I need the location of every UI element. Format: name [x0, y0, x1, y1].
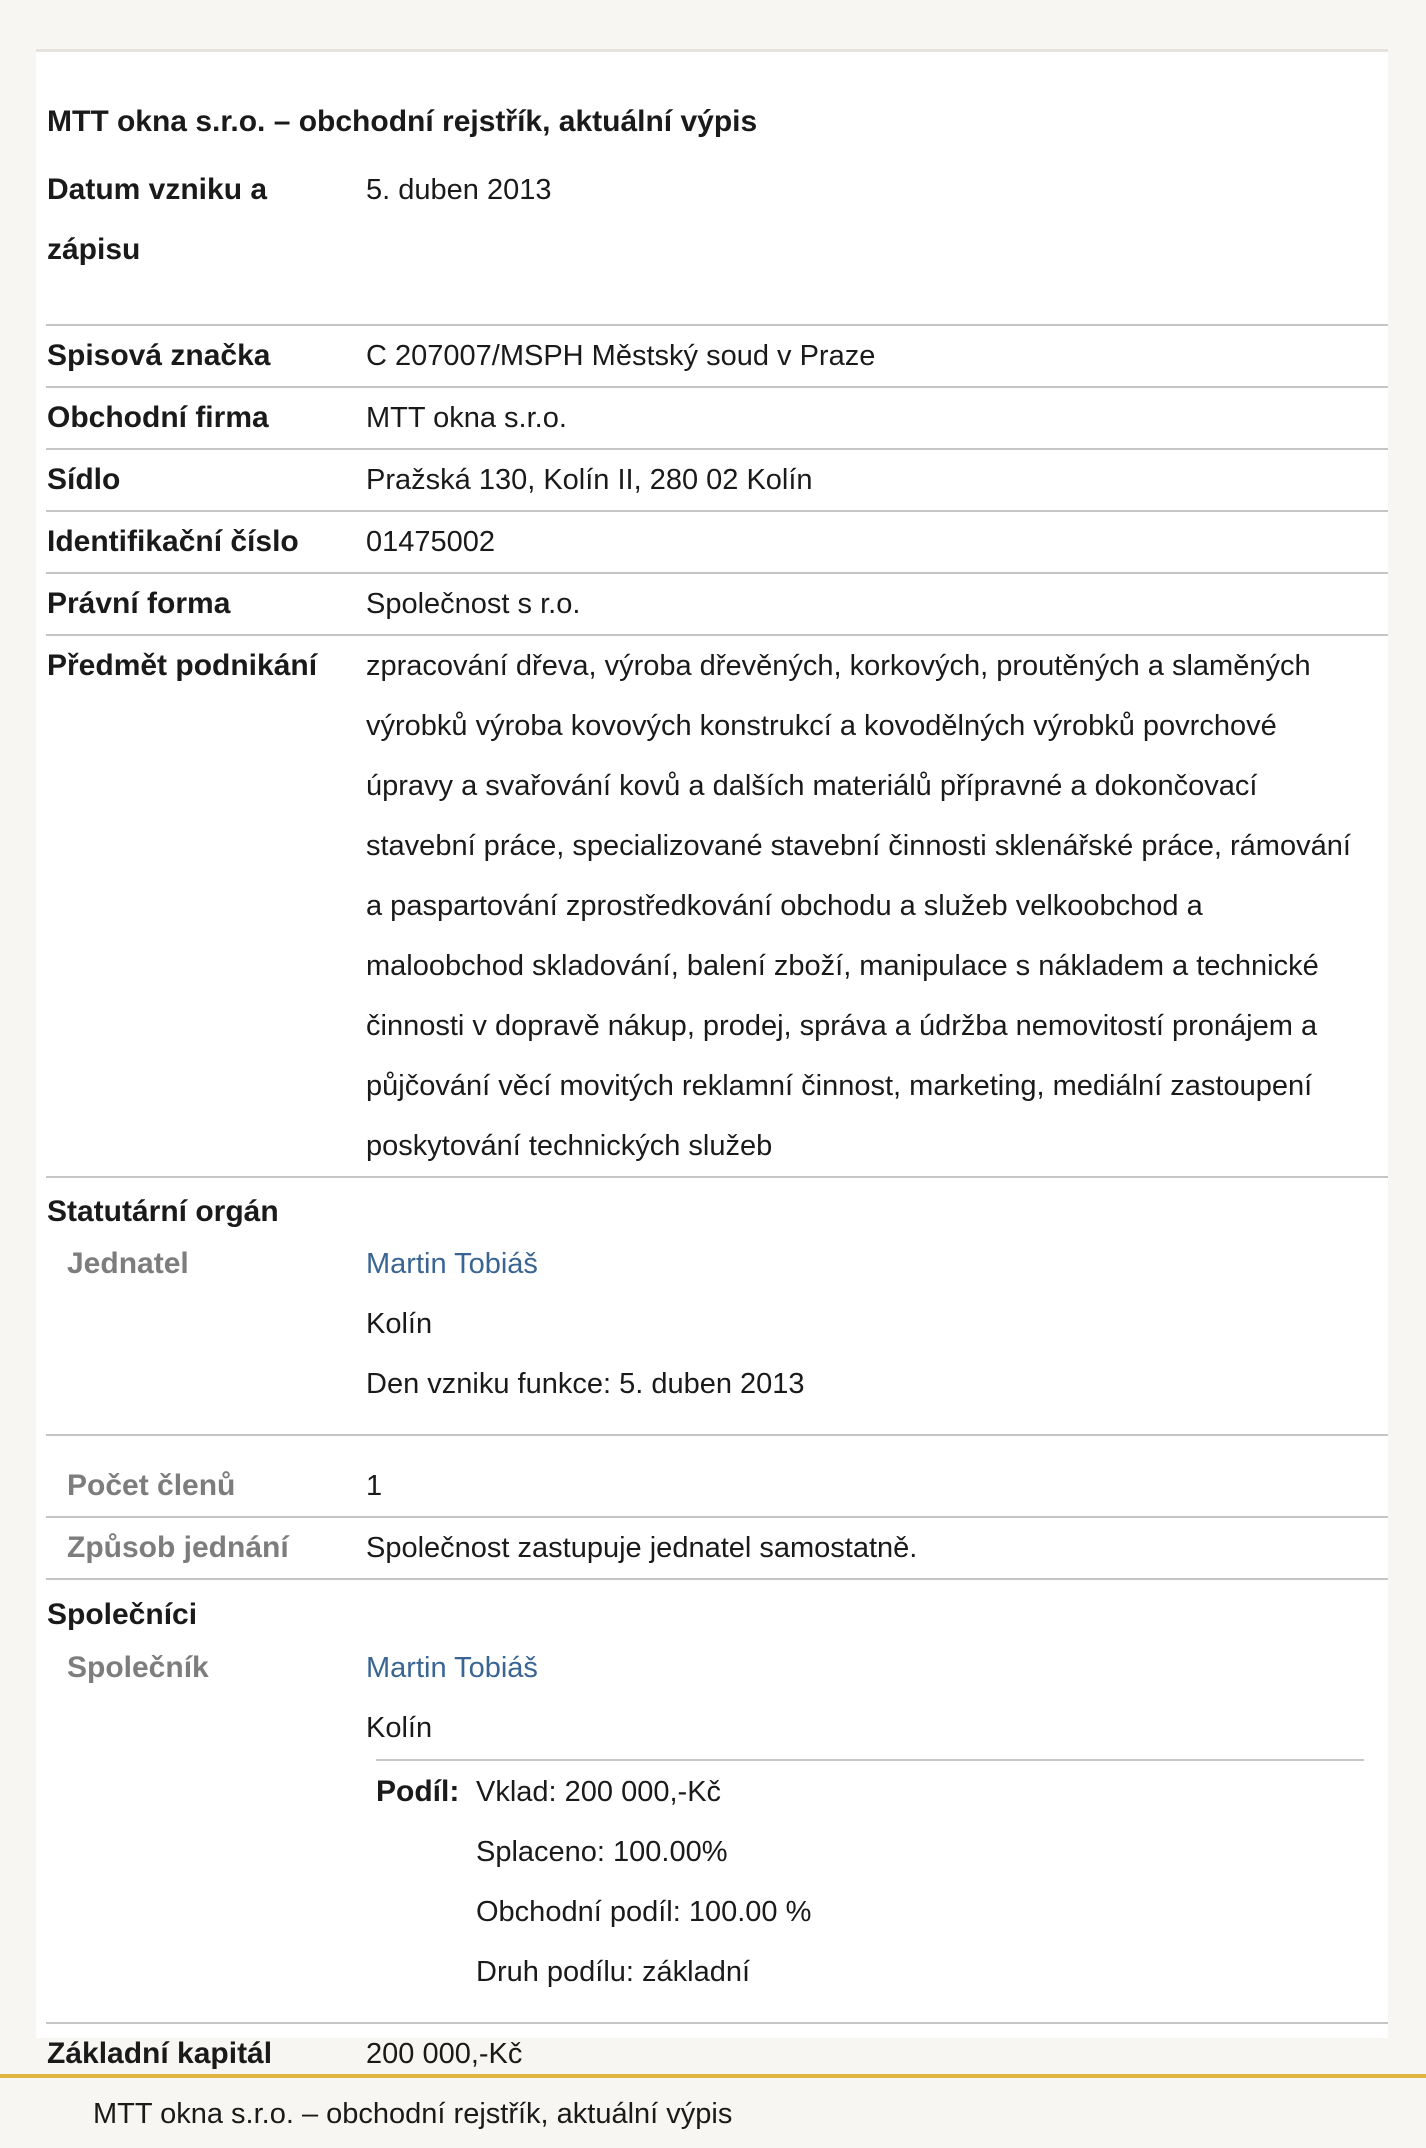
- spisova-znacka-label: Spisová značka: [47, 339, 271, 372]
- pravni-forma-label: Právní forma: [47, 587, 231, 620]
- ico-value: 01475002: [366, 526, 496, 558]
- row-spolecnik: [46, 1638, 1388, 2024]
- statutarni-organ-heading: Statutární orgán: [47, 1195, 279, 1228]
- obchodni-firma-label: Obchodní firma: [47, 401, 269, 434]
- jednatel-since: Den vzniku funkce: 5. duben 2013: [366, 1368, 805, 1400]
- row-ico: [46, 512, 1388, 574]
- ico-label: Identifikační číslo: [47, 525, 299, 558]
- predmet-line: zpracování dřeva, výroba dřevěných, korkových, proutěných a slaměných: [366, 650, 1311, 682]
- row-predmet-podnikani: [46, 636, 1388, 1178]
- jednatel-label: Jednatel: [67, 1247, 189, 1280]
- footer-title: MTT okna s.r.o. – obchodní rejstřík, aktuální výpis: [93, 2098, 733, 2130]
- predmet-line: a paspartování zprostředkování obchodu a služeb velkoobchod a: [366, 890, 1203, 922]
- row-datum: [46, 160, 1388, 326]
- datum-value: 5. duben 2013: [366, 174, 552, 206]
- row-obchodni-firma: [46, 388, 1388, 450]
- podil-vklad: Vklad: 200 000,-Kč: [476, 1776, 722, 1808]
- predmet-line: stavební práce, specializované stavební činnosti sklenářské práce, rámování: [366, 830, 1351, 862]
- pocet-clenu-label: Počet členů: [67, 1469, 236, 1502]
- sidlo-label: Sídlo: [47, 463, 121, 496]
- row-pocet-clenu: [46, 1436, 1388, 1518]
- zpusob-jednani-label: Způsob jednání: [67, 1531, 289, 1564]
- predmet-line: činnosti v dopravě nákup, prodej, správa a údržba nemovitostí pronájem a: [366, 1010, 1318, 1042]
- podil-druh: Druh podílu: základní: [476, 1956, 751, 1988]
- zpusob-jednani-value: Společnost zastupuje jednatel samostatně.: [366, 1532, 918, 1564]
- zakladni-kapital-value: 200 000,-Kč: [366, 2038, 523, 2070]
- spisova-znacka-value: C 207007/MSPH Městský soud v Praze: [366, 340, 876, 372]
- pravni-forma-value: Společnost s r.o.: [366, 588, 581, 620]
- spolecnik-value: [366, 1638, 1388, 1758]
- spolecnik-city: Kolín: [366, 1712, 433, 1744]
- row-zpusob-jednani: [46, 1518, 1388, 1580]
- row-pravni-forma: [46, 574, 1388, 636]
- podil-divider: [376, 1759, 1364, 1761]
- spolecnici-heading: Společníci: [47, 1598, 198, 1631]
- podil-label: Podíl:: [376, 1775, 460, 1808]
- footer-accent-rule: [0, 2074, 1426, 2078]
- predmet-line: půjčování věcí movitých reklamní činnost, marketing, mediální zastoupení: [366, 1070, 1313, 1102]
- page-title: MTT okna s.r.o. – obchodní rejstřík, aktuální výpis: [47, 105, 758, 138]
- datum-label: Datum vzniku a zápisu: [47, 173, 268, 266]
- predmet-podnikani-value: [366, 636, 1388, 1176]
- zakladni-kapital-label: Základní kapitál: [47, 2037, 273, 2070]
- sidlo-value: Pražská 130, Kolín II, 280 02 Kolín: [366, 464, 813, 496]
- jednatel-value: [366, 1234, 1388, 1414]
- predmet-podnikani-label: Předmět podnikání: [47, 649, 318, 682]
- row-jednatel: [46, 1234, 1388, 1436]
- row-sidlo: [46, 450, 1388, 512]
- jednatel-city: Kolín: [366, 1308, 433, 1340]
- spolecnik-label: Společník: [67, 1651, 209, 1684]
- predmet-line: poskytování technických služeb: [366, 1130, 773, 1162]
- jednatel-name-link[interactable]: Martin Tobiáš: [366, 1248, 538, 1280]
- obchodni-firma-value: MTT okna s.r.o.: [366, 402, 567, 434]
- predmet-line: úpravy a svařování kovů a dalších materiálů přípravné a dokončovací: [366, 770, 1258, 802]
- register-extract-card: [36, 52, 1388, 2070]
- podil-splaceno: Splaceno: 100.00%: [476, 1836, 728, 1868]
- row-spisova-znacka: [46, 326, 1388, 388]
- predmet-line: výrobků výroba kovových konstrukcí a kovodělných výrobků povrchové: [366, 710, 1277, 742]
- pocet-clenu-value: 1: [366, 1470, 383, 1502]
- spolecnik-name-link[interactable]: Martin Tobiáš: [366, 1652, 538, 1684]
- podil-obchodni: Obchodní podíl: 100.00 %: [476, 1896, 812, 1928]
- predmet-line: maloobchod skladování, balení zboží, manipulace s nákladem a technické: [366, 950, 1319, 982]
- podil-value: [476, 1762, 811, 2002]
